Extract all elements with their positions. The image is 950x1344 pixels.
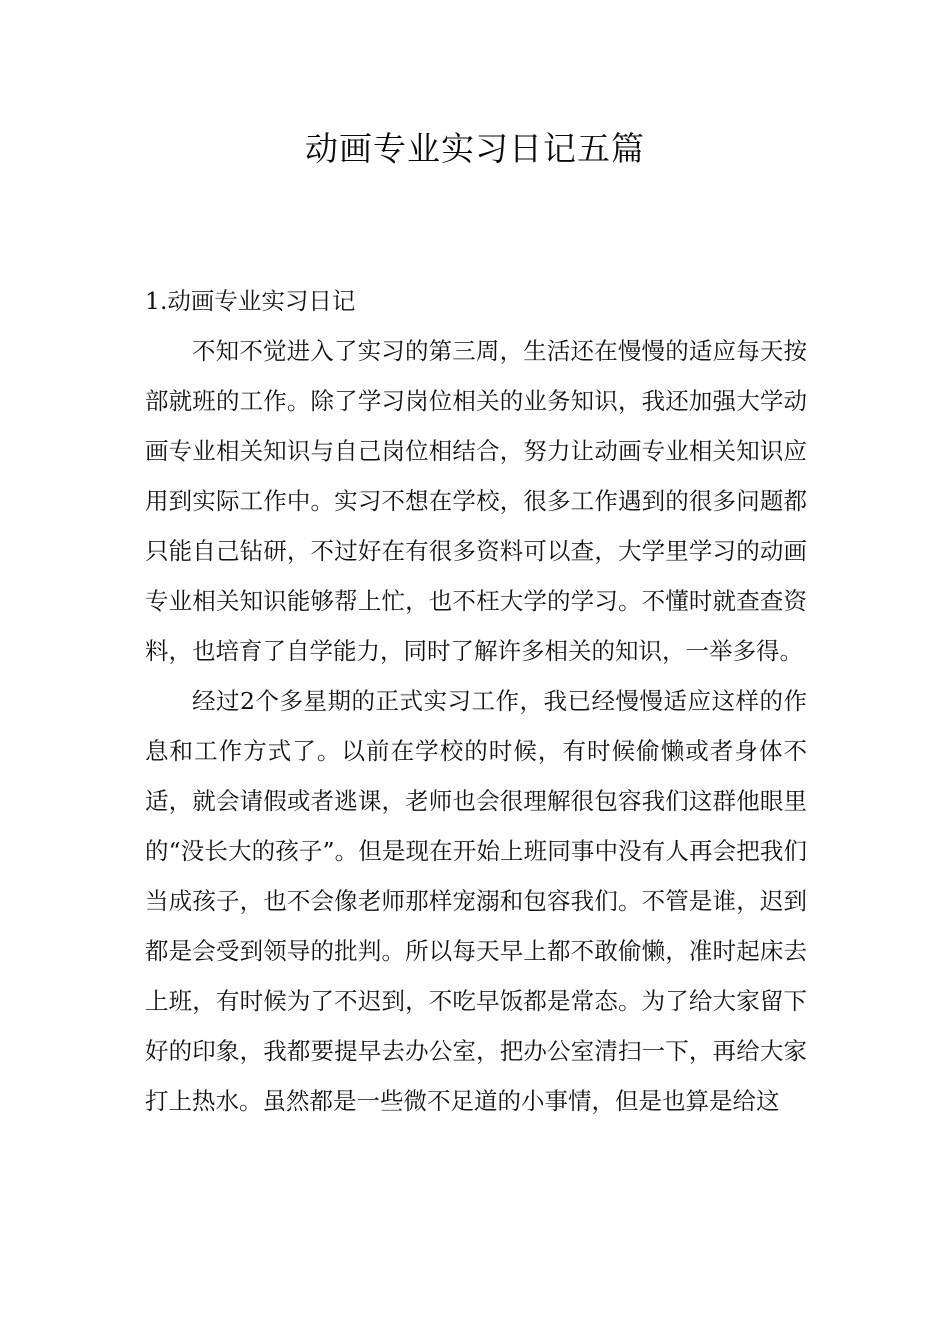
document-title: 动画专业实习日记五篇 (305, 129, 645, 168)
paragraph-2: 经过2个多星期的正式实习工作，我已经慢慢适应这样的作息和工作方式了。以前在学校的时候，有时候偷懒或者身体不适，就会请假或者逃课，老师也会很理解很包容我们这群他眼里的“没长大的孩子”。但是现在开始上班同事中没有人再会把我们当成孩子，也不会像老师那样宠溺和包容我们。不管是谁，迟到都是会受到领导的批判。所以每天早上都不敢偷懒，准时起床去上班，有时候为了不迟到，不吃早饭都是常态。为了给大家留下好的印象，我都要提早去办公室，把办公室清扫一下，再给大家打上热水。虽然都是一些微不足道的小事情，但是也算是给这 (145, 687, 807, 1115)
section-heading: 1.动画专业实习日记 (145, 287, 356, 315)
paragraph-1: 不知不觉进入了实习的第三周，生活还在慢慢的适应每天按部就班的工作。除了学习岗位相关的业务知识，我还加强大学动画专业相关知识与自己岗位相结合，努力让动画专业相关知识应用到实际工作中。实习不想在学校，很多工作遇到的很多问题都只能自己钻研，不过好在有很多资料可以查，大学里学习的动画专业相关知识能够帮上忙，也不枉大学的学习。不懂时就查查资料，也培育了自学能力，同时了解许多相关的知识，一举多得。 (145, 337, 807, 665)
document-body (145, 276, 807, 1126)
